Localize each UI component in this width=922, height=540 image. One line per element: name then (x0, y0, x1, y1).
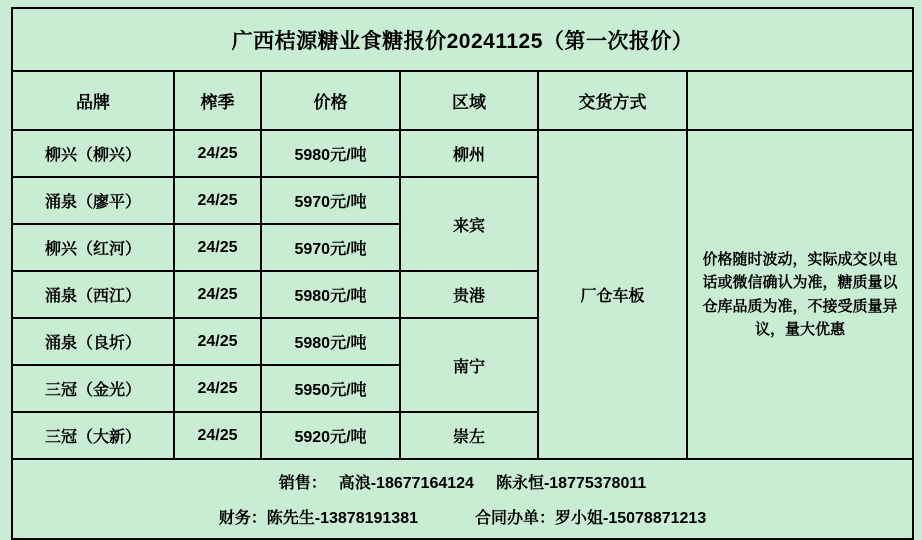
season-cell: 24/25 (174, 271, 261, 318)
brand-cell: 柳兴（红河） (12, 224, 174, 271)
sales-contact-1: 高浪-18677164124 (338, 475, 474, 492)
region-cell: 来宾 (400, 177, 538, 271)
brand-cell: 三冠（金光） (12, 365, 174, 412)
price-table (11, 7, 914, 540)
sales-contact-2: 陈永恒-18775378011 (495, 475, 647, 492)
season-cell: 24/25 (174, 130, 261, 177)
price-cell: 5970元/吨 (261, 224, 400, 271)
table-row (12, 130, 913, 177)
brand-cell: 涌泉（西江） (12, 271, 174, 318)
region-cell: 南宁 (400, 318, 538, 412)
footer-sales-line (13, 464, 912, 499)
contract-contact: 合同办单：罗小姐-15078871213 (475, 510, 707, 527)
remark-cell: 价格随时波动，实际成交以电话或微信确认为准，糖质量以仓库品质为准，不接受质量异议，量大优惠 (687, 130, 913, 459)
price-cell: 5980元/吨 (261, 318, 400, 365)
season-cell: 24/25 (174, 412, 261, 459)
season-cell: 24/25 (174, 177, 261, 224)
title-row (12, 8, 913, 71)
footer-contacts-cell (12, 459, 913, 539)
price-cell: 5980元/吨 (261, 130, 400, 177)
delivery-method-cell: 厂仓车板 (538, 130, 687, 459)
header-region: 区域 (400, 71, 538, 130)
sales-label: 销售： (278, 475, 327, 492)
header-price: 价格 (261, 71, 400, 130)
price-cell: 5920元/吨 (261, 412, 400, 459)
season-cell: 24/25 (174, 365, 261, 412)
header-delivery: 交货方式 (538, 71, 687, 130)
header-note (687, 71, 913, 130)
price-cell: 5950元/吨 (261, 365, 400, 412)
header-row (12, 71, 913, 130)
price-cell: 5970元/吨 (261, 177, 400, 224)
region-cell: 崇左 (400, 412, 538, 459)
brand-cell: 三冠（大新） (12, 412, 174, 459)
header-season: 榨季 (174, 71, 261, 130)
brand-cell: 涌泉（良圻） (12, 318, 174, 365)
region-cell: 柳州 (400, 130, 538, 177)
footer-row (12, 459, 913, 539)
footer-finance-line (13, 499, 912, 534)
finance-contact: 财务：陈先生-13878191381 (218, 510, 418, 527)
brand-cell: 涌泉（廖平） (12, 177, 174, 224)
season-cell: 24/25 (174, 224, 261, 271)
report-title: 广西桔源糖业食糖报价20241125（第一次报价） (12, 8, 913, 71)
price-cell: 5980元/吨 (261, 271, 400, 318)
brand-cell: 柳兴（柳兴） (12, 130, 174, 177)
season-cell: 24/25 (174, 318, 261, 365)
header-brand: 品牌 (12, 71, 174, 130)
region-cell: 贵港 (400, 271, 538, 318)
